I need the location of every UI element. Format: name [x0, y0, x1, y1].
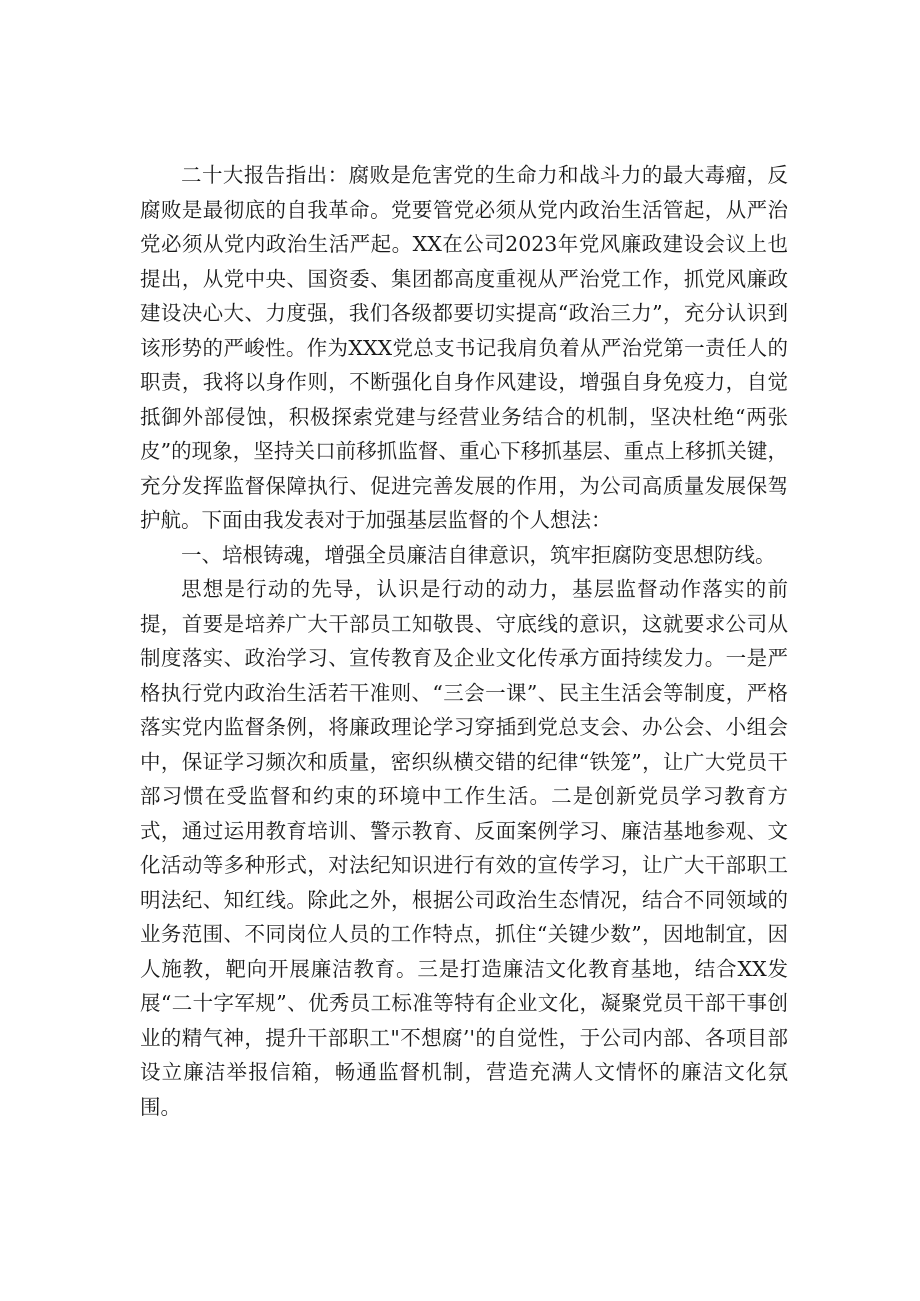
intro-paragraph: 二十大报告指出：腐败是危害党的生命力和战斗力的最大毒瘤，反腐败是最彻底的自我革命。党要管党必须从党内政治生活管起，从严治党必须从党内政治生活严起。XX在公司2023年党风廉政建设会议上也提出，从党中央、国资委、集团都高度重视从严治党工作，抓党风廉政建设决心大、力度强，我们各级都要切实提高“政治三力”，充分认识到该形势的严峻性。作为XXX党总支书记我肩负着从严治党第一责任人的职责，我将以身作则，不断强化自身作风建设，增强自身免疫力，自觉抵御外部侵蚀，积极探索党建与经营业务结合的机制，坚决杜绝“两张皮”的现象，坚持关口前移抓监督、重心下移抓基层、重点上移抓关键，充分发挥监督保障执行、促进完善发展的作用，为公司高质量发展保驾护航。下面由我发表对于加强基层监督的个人想法：	[140, 163, 788, 532]
document-page	[140, 158, 788, 1124]
section-1-body: 思想是行动的先导，认识是行动的动力，基层监督动作落实的前提，首要是培养广大干部员工知敬畏、守底线的意识，这就要求公司从制度落实、政治学习、宣传教育及企业文化传承方面持续发力。一是严格执行党内政治生活若干准则、“三会一课”、民主生活会等制度，严格落实党内监督条例，将廉政理论学习穿插到党总支会、办公会、小组会中，保证学习频次和质量，密织纵横交错的纪律“铁笼”，让广大党员干部习惯在受监督和约束的环境中工作生活。二是创新党员学习教育方式，通过运用教育培训、警示教育、反面案例学习、廉洁基地参观、文化活动等多种形式，对法纪知识进行有效的宣传学习，让广大干部职工明法纪、知红线。除此之外，根据公司政治生态情况，结合不同领域的业务范围、不同岗位人员的工作特点，抓住“关键少数”，因地制宜，因人施教，靶向开展廉洁教育。三是打造廉洁文化教育基地，结合XX发展“二十字军规”、优秀员工标准等特有企业文化，凝聚党员干部干事创业的精气神，提升干部职工"不想腐’'的自觉性，于公司内部、各项目部设立廉洁举报信箱，畅通监督机制，营造充满人文情怀的廉洁文化氛围。	[140, 577, 788, 1119]
section-1-heading: 一、培根铸魂，增强全员廉洁自律意识，筑牢拒腐防变思想防线。	[181, 542, 776, 567]
